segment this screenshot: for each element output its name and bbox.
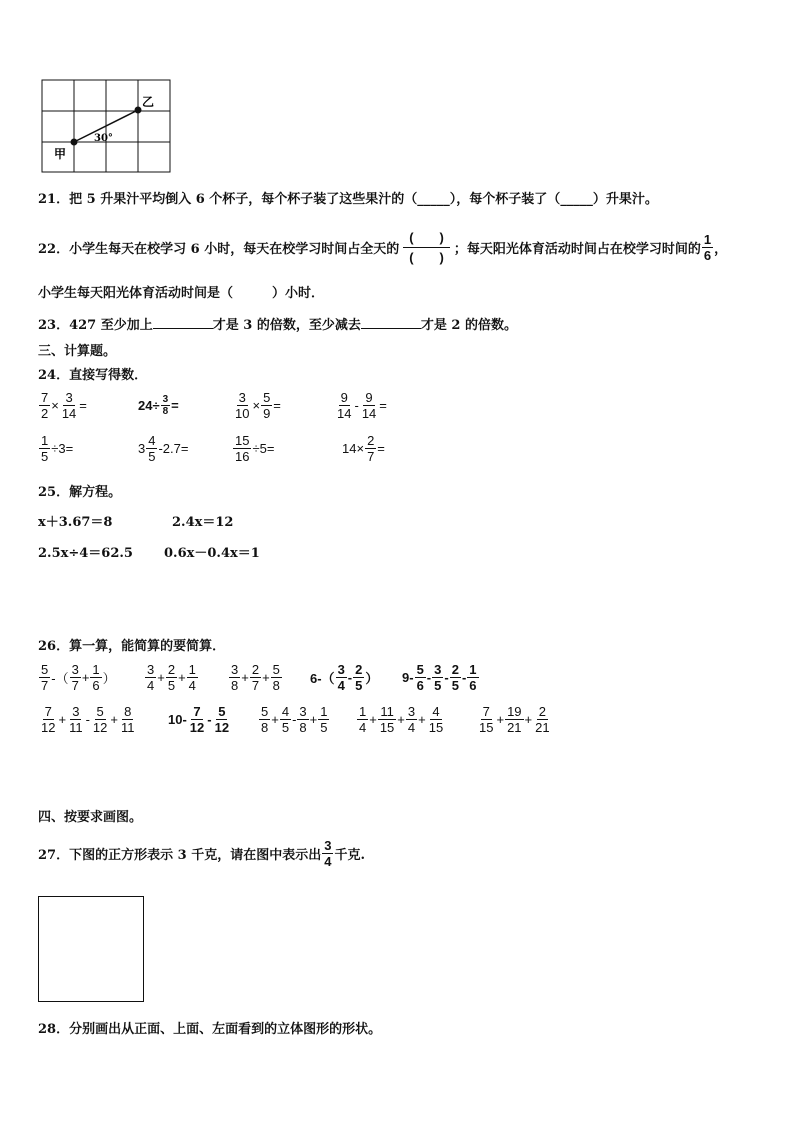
q26-r1-d: 6-（ $\frac{3}{4}$ - $\frac{2}{5}$ ） <box>310 662 379 693</box>
point-jia <box>71 139 78 146</box>
q25-eq1: x＋3.67＝8 <box>38 515 113 530</box>
question-27: 27．下图的正方形表示 3 千克，请在图中表示出 $\frac{3}{4}$ 千克. <box>38 838 365 869</box>
q22-line2: 小学生每天阳光体育活动时间是（ ）小时． <box>38 286 325 301</box>
q22-text2: ；每天阳光体育活动时间占在校学习时间的 <box>453 242 701 257</box>
q26-r1-b: $\frac{3}{4}$ + $\frac{2}{5}$ + $\frac{1}{4}$ <box>147 662 196 693</box>
q24-item-b: 24÷ $\frac{3}{8}$ = <box>138 394 179 417</box>
q26-r2-b: 10- $\frac{7}{12}$ - $\frac{5}{12}$ <box>168 704 230 735</box>
question-22: 22．小学生每天在校学习 6 小时，每天在校学习时间占全天的 $\frac{( )}{( )}$ ；每天阳光体育活动时间占在校学习时间的 $\frac{1}{6}$ ， <box>38 230 728 265</box>
question-25-title: 25．解方程。 <box>38 485 122 500</box>
q26-r1-e: 9- $\frac{5}{6}$ - $\frac{3}{5}$ - $\frac{2}{5}$ - $\frac{1}{6}$ <box>402 662 477 693</box>
q22-text1: 22．小学生每天在校学习 6 小时，每天在校学习时间占全天的 <box>38 242 400 257</box>
q21-text3: ）升果汁。 <box>592 192 658 207</box>
grid-figure <box>40 78 172 174</box>
q22-fraction: $\frac{1}{6}$ <box>703 232 712 263</box>
question-21 <box>38 188 658 207</box>
q21-text2: ），每个杯子装了（ <box>449 192 561 207</box>
q22-blank-fraction <box>403 228 450 267</box>
q24-item-a: $\frac{7}{2}$ × $\frac{3}{14}$ = <box>41 390 87 421</box>
question-26-title: 26．算一算，能简算的要简算． <box>38 639 226 654</box>
angle-label: 30° <box>94 133 113 144</box>
q26-r2-a: $\frac{7}{12}$ + $\frac{3}{11}$ - $\frac{5}{12}$ + $\frac{8}{11}$ <box>41 704 135 735</box>
q21-blank-2: _____ <box>560 192 593 207</box>
q21-blank: _____ <box>417 192 450 207</box>
point-yi <box>135 107 142 114</box>
q24-item-g: $\frac{15}{16}$ ÷5= <box>235 433 275 464</box>
q25-eq3: 2.5x÷4＝62.5 <box>38 546 133 561</box>
q26-r1-a: $\frac{5}{7}$ -（ $\frac{3}{7}$ + $\frac{1}{6}$ ） <box>41 662 116 693</box>
q23-blank-1 <box>153 316 213 329</box>
q22-paren-bottom: ( ) <box>409 250 444 265</box>
q25-eq2: 2.4x＝12 <box>172 515 234 530</box>
q24-item-f: 3 $\frac{4}{5}$ -2.7= <box>138 433 189 464</box>
section-4-heading: 四、按要求画图。 <box>38 810 143 825</box>
section-3-heading: 三、计算题。 <box>38 344 117 359</box>
question-23: 23．427 至少加上 才是 3 的倍数，至少减去 才是 2 的倍数。 <box>38 318 517 333</box>
label-yi: 乙 <box>142 95 155 109</box>
q23-blank-2 <box>361 316 421 329</box>
square-drawing-area[interactable] <box>38 896 144 1002</box>
q25-eq4: 0.6x－0.4x＝1 <box>164 546 260 561</box>
q26-r2-e: $\frac{7}{15}$ + $\frac{19}{21}$ + $\frac{2}{21}$ <box>479 704 550 735</box>
q21-text1: 21．把 5 升果汁平均倒入 6 个杯子，每个杯子装了这些果汁的（ <box>38 192 418 207</box>
q27-fraction: $\frac{3}{4}$ <box>324 838 332 869</box>
question-24-title: 24．直接写得数． <box>38 368 148 383</box>
q26-r2-d: $\frac{1}{4}$ + $\frac{11}{15}$ + $\frac{3}{4}$ + $\frac{4}{15}$ <box>359 704 444 735</box>
label-jia: 甲 <box>54 147 67 161</box>
q24-item-d: $\frac{9}{14}$ - $\frac{9}{14}$ = <box>337 390 387 421</box>
q26-r2-c: $\frac{5}{8}$ + $\frac{4}{5}$ - $\frac{3}{8}$ + $\frac{1}{5}$ <box>261 704 328 735</box>
q24-item-e: $\frac{1}{5}$ ÷3= <box>41 433 74 464</box>
q24-item-h: 14× $\frac{2}{7}$ = <box>342 433 385 464</box>
q26-r1-c: $\frac{3}{8}$ + $\frac{2}{7}$ + $\frac{5}{8}$ <box>231 662 280 693</box>
question-28: 28．分别画出从正面、上面、左面看到的立体图形的形状。 <box>38 1022 382 1037</box>
q24-item-c: $\frac{3}{10}$ × $\frac{5}{9}$ = <box>235 390 281 421</box>
q22-paren-top: ( ) <box>403 228 450 248</box>
